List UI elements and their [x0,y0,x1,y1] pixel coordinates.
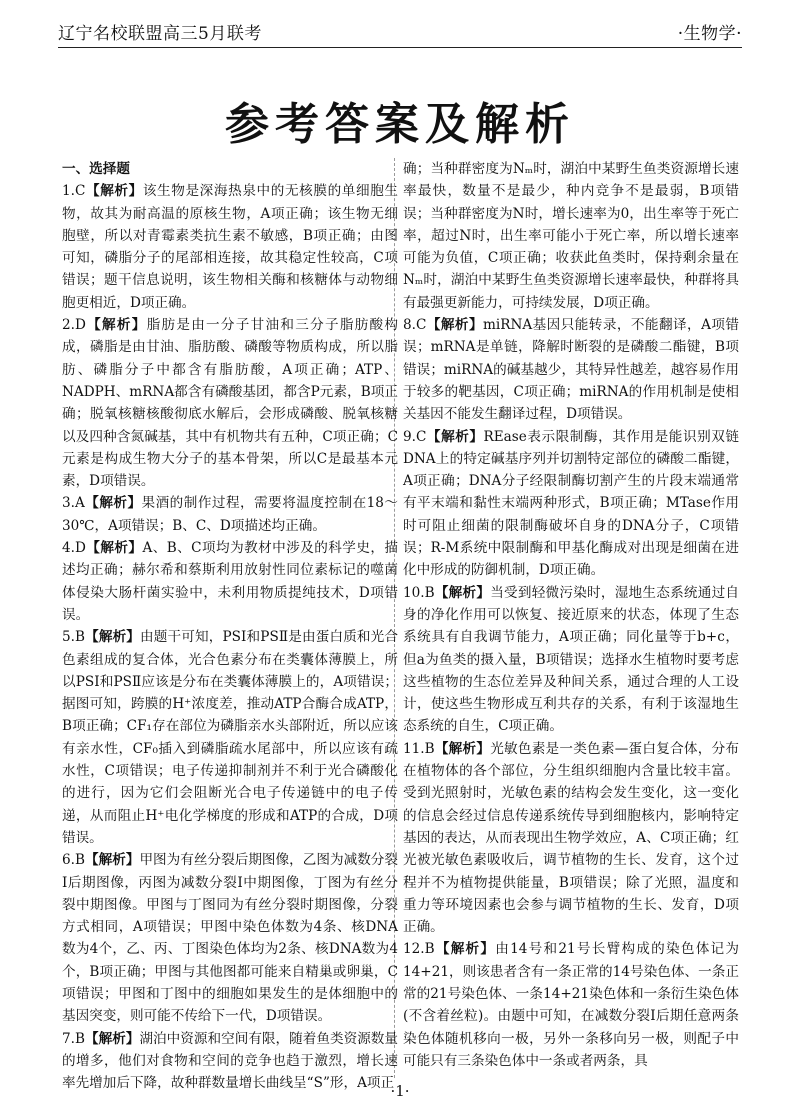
answer-number: 7.B [62,1030,85,1047]
answer-number: 10.B [403,584,435,601]
answer-number: 12.B [403,941,435,958]
answer-number: 2.D [62,317,86,334]
answer-text: 果酒的制作过程，需要将温度控制在18～30℃，A项错误；B、C、D项描述均正确。 [62,495,399,534]
answer-item [62,849,398,1027]
left-column [62,158,398,1094]
answer-number: 8.C [403,317,427,334]
answer-item [403,158,739,314]
analysis-tag: 【解析】 [434,740,491,757]
analysis-tag: 【解析】 [84,495,142,512]
page-header [58,14,742,44]
answer-number: 6.B [62,852,85,869]
answer-text: 甲图为有丝分裂后期图像，乙图为减数分裂Ⅰ后期图像，丙图为减数分裂Ⅰ中期图像，丁图为有丝分裂中期图像。甲图与丁图同为有丝分裂时期图像，分裂方式相同，A项错误；甲图中染色体数为4条、核DNA数为4个，乙、丙、丁图染色体均为2条、核DNA数为4个，B项正确；甲图与其他图都可能来自精巢或卵巢，C项错误；甲图和丁图中的细胞如果发生的是体细胞中的基因突变，则可能不传给下一代，D项错误。 [62,852,399,1025]
answer-item [403,426,739,582]
answer-number: 11.B [403,740,435,757]
section-heading: 一、选择题 [62,161,130,177]
page-title: 参考答案及解析 [225,99,575,150]
right-items [403,158,739,1072]
header-rule [58,47,742,48]
answer-text: 脂肪是由一分子甘油和三分子脂肪酸构成，磷脂是由甘油、脂肪酸、磷酸等物质构成，所以脂肪、磷脂分子中都含有脂肪酸，A项正确；ATP、NADPH、mRNA都含有磷酸基团，都含P元素，B项正确；脱氧核糖核酸彻底水解后，会形成磷酸、脱氧核糖以及四种含氮碱基，其中有机物共有五种，C项正确；C元素是构成生物大分子的基本骨架，所以C是最基本元素，D项错误。 [62,317,399,490]
analysis-tag: 【解析】 [85,183,143,200]
answer-number: 3.A [62,495,85,512]
answer-item [403,314,739,425]
answer-number: 5.B [62,629,85,646]
analysis-tag: 【解析】 [84,852,140,869]
answer-number: 1.C [62,183,86,200]
answer-text: 确；当种群密度为Nₘ时，湖泊中某野生鱼类资源增长速率最快，数量不是最少，种内竞争不是最弱，B项错误；当种群密度为N时，增长速率为0，出生率等于死亡率，超过N时，出生率可能小于死亡率，所以增长速率可能为负值，C项正确；收获此鱼类时，保持剩余量在Nₘ时，湖泊中某野生鱼类资源增长速率最快，种群将具有最强更新能力，可持续发展，D项正确。 [403,161,739,311]
answer-text: 光敏色素是一类色素—蛋白复合体，分布在植物体的各个部位，分生组织细胞内含量比较丰富。受到光照射时，光敏色素的结构会发生变化，这一变化的信息会经过信息传递系统传导到细胞核内，影响特定基因的表达，从而表现出生物学效应，A、C项正确；红光被光敏色素吸收后，调节植物的生长、发育，这个过程并不为植物提供能量，B项错误；除了光照，温度和重力等环境因素也会参与调节植物的生长、发育，D项正确。 [403,740,740,936]
answer-item [403,938,739,1072]
answer-item [62,180,398,314]
answer-text: 由题干可知，PSⅠ和PSⅡ是由蛋白质和光合色素组成的复合体，光合色素分布在类囊体薄膜上，所以PSⅠ和PSⅡ应该是分布在类囊体薄膜上的，A项错误；据图可知，跨膜的H⁺浓度差，推动ATP合酶合成ATP，B项正确；CF₁存在部位为磷脂亲水头部附近，所以应该有亲水性，CF₀插入到磷脂疏水尾部中，所以应该有疏水性，C项错误；电子传递抑制剂并不利于光合磷酸化的进行，因为它们会阻断光合电子传递链中的电子传递，从而阻止H⁺电化学梯度的形成和ATP的合成，D项错误。 [62,629,398,846]
answer-text: 由14号和21号长臂构成的染色体记为14+21，则该患者含有一条正常的14号染色体、一条正常的21号染色体、一条14+21染色体和一条衍生染色体(不含着丝粒)。由题中可知，在减数分裂Ⅰ后期任意两条染色体随机移向一极，另外一条移向另一极，则配子中可能只有三条染色体中一条或者两条，具 [403,941,739,1069]
right-column [403,158,739,1072]
answer-text: 该生物是深海热泉中的无核膜的单细胞生物，故其为耐高温的原核生物，A项正确；该生物无细胞壁，所以对青霉素类抗生素不敏感，B项正确；由图可知，磷脂分子的尾部相连接，故其稳定性较高，C项错误；题干信息说明，该生物相关酶和核糖体与动物细胞更相近，D项正确。 [62,183,399,311]
analysis-tag: 【解析】 [84,629,141,646]
page-number: ·1· [390,1082,410,1100]
analysis-tag: 【解析】 [426,317,483,334]
answer-text: REase表示限制酶，其作用是能识别双链DNA上的特定碱基序列并切割特定部位的磷酸二酯键，A项正确；DNA分子经限制酶切割产生的片段末端通常有平末端和黏性末端两种形式，B项正确；MTase作用时可阻止细菌的限制酶破坏自身的DNA分子，C项错误；R-M系统中限制酶和甲基化酶成对出现是细菌在进化中形成的防御机制，D项正确。 [403,428,739,579]
analysis-tag: 【解析】 [84,1030,140,1047]
analysis-tag: 【解析】 [434,584,491,601]
answer-text: 当受到轻微污染时，湿地生态系统通过自身的净化作用可以恢复、接近原来的状态，体现了生态系统具有自我调节能力，A项正确；同化量等于b+c，但a为鱼类的摄入量，B项错误；选择水生植物时要考虑这些植物的生态位差异及种间关系，通过合理的人工设计，使这些生物形成互利共存的关系，有利于该湿地生态系统的自生，C项正确。 [403,584,740,735]
answer-item [62,626,398,849]
answer-number: 4.D [62,540,86,557]
analysis-tag: 【解析】 [426,428,484,445]
answer-text: 湖泊中资源和空间有限，随着鱼类资源数量的增多，他们对食物和空间的竞争也趋于激烈，增长速率先增加后下降，故种群数量增长曲线呈“S”形，A项正 [62,1030,399,1092]
answer-item [62,492,398,537]
answer-text: miRNA基因只能转录，不能翻译，A项错误；mRNA是单链，降解时断裂的是磷酸二酯键，B项错误；miRNA的碱基越少，其特异性越差，越容易作用于较多的靶基因，C项正确；miRNA的作用机制是使相关基因不能发生翻译过程，D项错误。 [403,317,739,423]
analysis-tag: 【解析】 [85,540,143,557]
left-items [62,180,398,1094]
analysis-tag: 【解析】 [434,941,496,958]
answer-number: 9.C [403,428,427,445]
answer-item [62,537,398,626]
header-right: ·生物学· [677,24,742,44]
header-left: 辽宁名校联盟高三5月联考 [58,24,262,44]
answer-text: A、B、C项均为教材中涉及的科学史，描述均正确；赫尔希和蔡斯利用放射性同位素标记的噬菌体侵染大肠杆菌实验中，未利用物质提纯技术，D项错误。 [62,540,398,623]
answer-item [62,314,398,492]
analysis-tag: 【解析】 [85,317,147,334]
answer-item [403,582,739,738]
answer-item [403,738,739,939]
